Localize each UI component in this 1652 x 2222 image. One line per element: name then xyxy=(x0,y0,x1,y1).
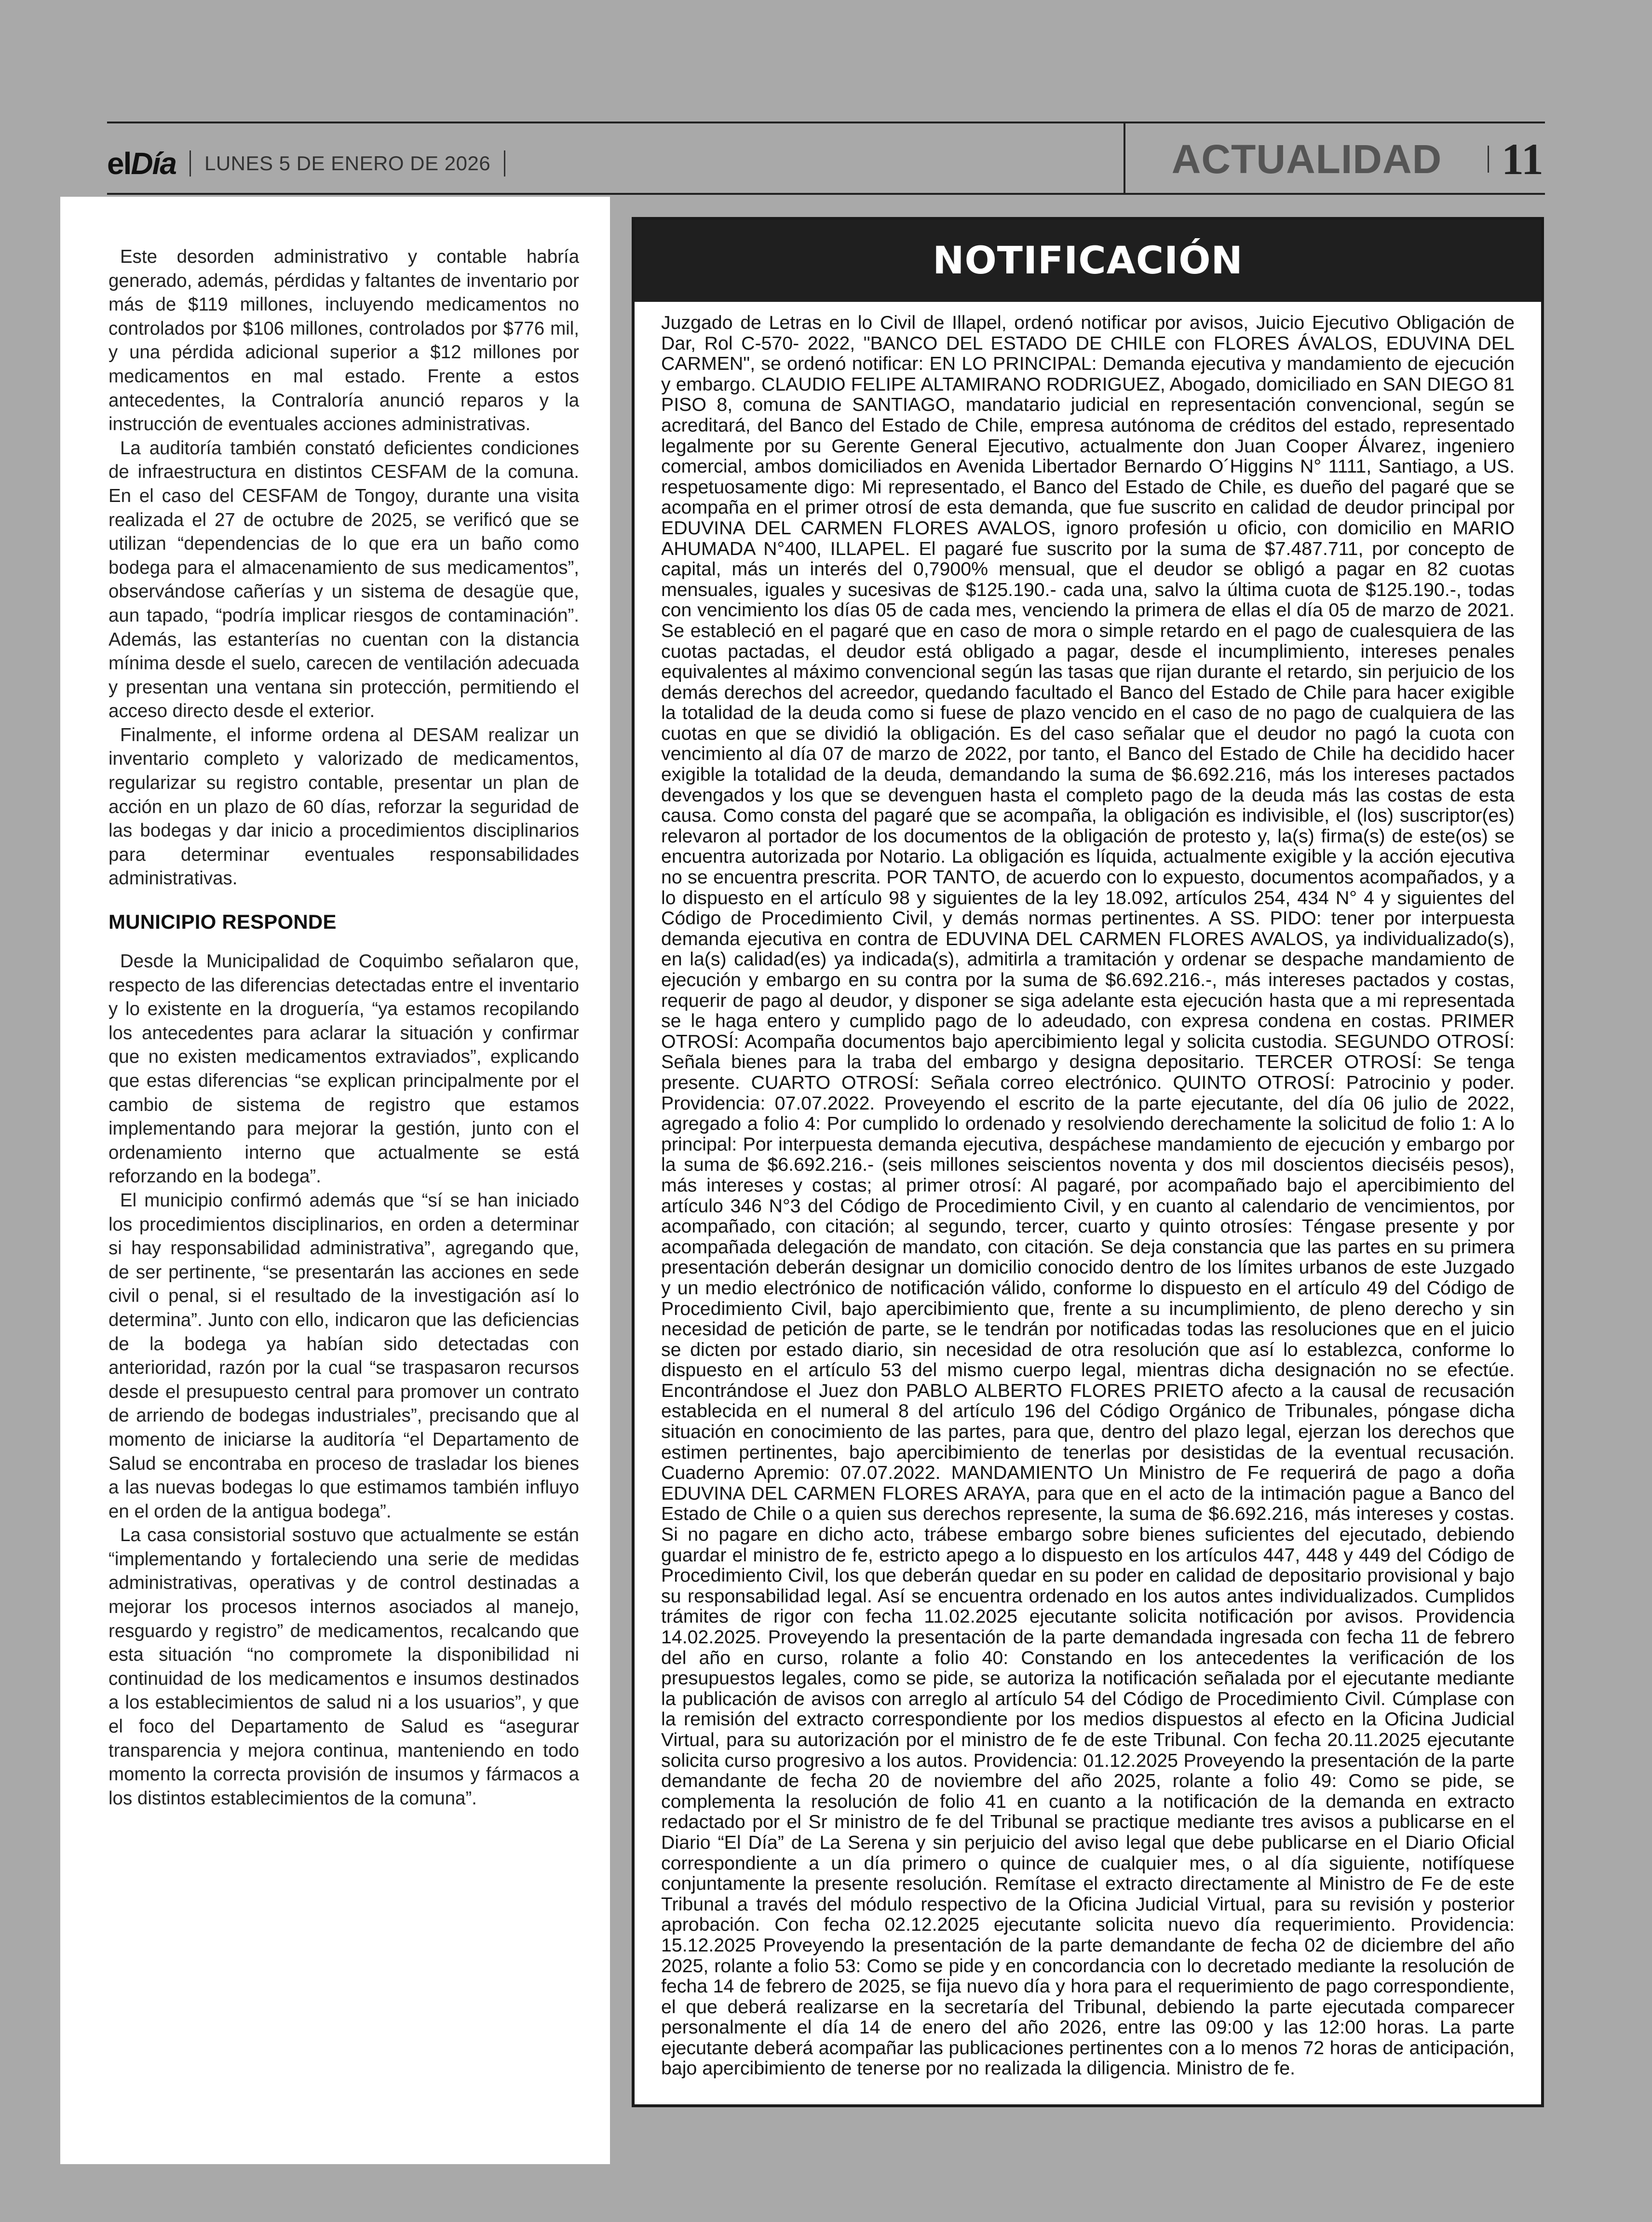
article-paragraph: La auditoría también constató deficientes condiciones de infraestructura en distintos CESFAM de la comuna. En el caso del CESFAM de Tongoy, durante una visita realizada el 27 de octubre de 2025, se verificó que se utilizan “dependencias de lo que era un baño como bodega para el almacenamiento de sus medicamentos”, observándose cañerías y un sistema de desagüe que, aun tapado, “podría implicar riesgos de contaminación”. Además, las estanterías no cuentan con la distancia mínima desde el suelo, carecen de ventilación adecuada y presentan una ventana sin protección, permitiendo el acceso directo desde el exterior. xyxy=(108,437,579,722)
logo-el: el xyxy=(107,146,131,181)
article-column xyxy=(60,197,610,2164)
article-paragraph: Finalmente, el informe ordena al DESAM realizar un inventario completo y valorizado de medicamentos, regularizar su registro contable, presentar un plan de acción en un plazo de 60 días, reforzar la seguridad de las bodegas y dar inicio a procedimientos disciplinarios para determinar eventuales responsabilidades administrativas. xyxy=(108,724,579,889)
notice-body: Juzgado de Letras en lo Civil de Illapel, ordenó notificar por avisos, Juicio Ejecutivo Obligación de Dar, Rol C-570- 2022, "BANCO DEL ESTADO DE CHILE con FLORES ÁVALOS, EDUVINA DEL CARMEN", se ordenó notificar: EN LO PRINCIPAL: Demanda ejecutiva y mandamiento de ejecución y embargo. CLAUDIO FELIPE ALTAMIRANO RODRIGUEZ, Abogado, domiciliado en SAN DIEGO 81 PISO 8, comuna de SANTIAGO, mandatario judicial en representación convencional, según se acreditará, del Banco del Estado de Chile, empresa autónoma de créditos del estado, representado legalmente por su Gerente General Ejecutivo, actualmente don Juan Cooper Álvarez, ingeniero comercial, ambos domiciliados en Avenida Libertador Bernardo O´Higgins N° 1111, Santiago, a US. respetuosamente digo: Mi representado, el Banco del Estado de Chile, es dueño del pagaré que se acompaña en el primer otrosí de esta demanda, que fue suscrito en calidad de deudor principal por EDUVINA DEL CARMEN FLORES AVALOS, ignoro profesión u oficio, con domicilio en MARIO AHUMADA N°400, ILLAPEL. El pagaré fue suscrito por la suma de $7.487.711, por concepto de capital, más un interés del 0,7900% mensual, que el deudor se obligó a pagar en 82 cuotas mensuales, iguales y sucesivas de $125.190.- cada una, salvo la última cuota de $125.190.-, todas con vencimiento los días 05 de cada mes, venciendo la primera de ellas el día 05 de marzo de 2021. Se estableció en el pagaré que en caso de mora o simple retardo en el pago de cualesquiera de las cuotas pactadas, el deudor está obligado a pagar, desde el incumplimiento, intereses penales equivalentes al máximo convencional según las tasas que rijan durante el retardo, sin perjuicio de los demás derechos del acreedor, quedando facultado el Banco del Estado de Chile para hacer exigible la totalidad de la deuda como si fuese de plazo vencido en el caso de no pago de cualquiera de las cuotas en que se dividió la obligación. Es del caso señalar que el deudor no pagó la cuota con vencimiento al día 07 de marzo de 2022, por tanto, el Banco del Estado de Chile ha decidido hacer exigible la totalidad de la deuda, demandando la suma de $6.692.216, más los intereses pactados devengados y los que se devenguen hasta el completo pago de la deuda más las costas de esta causa. Como consta del pagaré que se acompaña, la obligación es indivisible, el (los) suscriptor(es) relevaron al portador de los documentos de la obligación de protesto y, la(s) firma(s) de este(os) se encuentra autorizada por Notario. La obligación es líquida, actualmente exigible y la acción ejecutiva no se encuentra prescrita. POR TANTO, de acuerdo con lo expuesto, documentos acompañados, y a lo dispuesto en el artículo 98 y siguientes de la ley 18.092, artículos 254, 434 N° 4 y siguientes del Código de Procedimiento Civil, y demás normas pertinentes. A SS. PIDO: tener por interpuesta demanda ejecutiva en contra de EDUVINA DEL CARMEN FLORES AVALOS, ya individualizado(s), en la(s) calidad(es) ya indicada(s), admitirla a tramitación y ordenar se despache mandamiento de ejecución y embargo en su contra por la suma de $6.692.216.-, más intereses pactados y costas, requerir de pago al deudor, y disponer se siga adelante esta ejecución hasta que a mi representada se le haga entero y cumplido pago de lo adeudado, con expresa condena en costas. PRIMER OTROSÍ: Acompaña documentos bajo apercibimiento legal y solicita custodia. SEGUNDO OTROSÍ: Señala bienes para la traba del embargo y designa depositario. TERCER OTROSÍ: Se tenga presente. CUARTO OTROSÍ: Señala correo electrónico. QUINTO OTROSÍ: Patrocinio y poder. Providencia: 07.07.2022. Proveyendo el escrito de la parte ejecutante, del día 06 julio de 2022, agregado a folio 4: Por cumplido lo ordenado y resolviendo derechamente la solicitud de folio 1: A lo principal: Por interpuesta demanda ejecutiva, despáchese mandamiento de ejecución y embargo por la suma de $6.692.216.- (seis millones seiscientos noventa y dos mil doscientos dieciséis pesos), más intereses y costas; al primer otrosí: Al pagaré, por acompañado bajo el apercibimiento del artículo 346 N°3 del Código de Procedimiento Civil, y en cuanto al calendario de vencimientos, por acompañado, con citación; al segundo, tercer, cuarto y quinto otrosíes: Téngase presente y por acompañada delegación de mandato, con citación. Se deja constancia que las partes en su primera presentación deberán designar un domicilio conocido dentro de los límites urbanos de este Juzgado y un medio electrónico de notificación válido, conforme lo dispuesto en el artículo 49 del Código de Procedimiento Civil, bajo apercibimiento que, frente a su incumplimiento, de pleno derecho y sin necesidad de petición de parte, se le tendrán por notificadas todas las resoluciones que en el juicio se dicten por estado diario, sin necesidad de otra resolución que así lo establezca, conforme lo dispuesto en el artículo 53 del mismo cuerpo legal, mientras dicha designación no se efectúe. Encontrándose el Juez don PABLO ALBERTO FLORES PRIETO afecto a la causal de recusación establecida en el numeral 8 del artículo 196 del Código Orgánico de Tribunales, póngase dicha situación en conocimiento de las partes, para que, dentro del plazo legal, ejerzan los derechos que estimen pertinentes, bajo apercibimiento de tenerlas por desistidas de la eventual recusación. Cuaderno Apremio: 07.07.2022. MANDAMIENTO Un Ministro de Fe requerirá de pago a doña EDUVINA DEL CARMEN FLORES ARAYA, para que en el acto de la intimación pague a Banco del Estado de Chile o a quien sus derechos represente, la suma de $6.692.216, más intereses y costas. Si no pagare en dicho acto, trábese embargo sobre bienes suficientes del ejecutado, debiendo guardar el ministro de fe, estricto apego a lo dispuesto en los artículos 447, 448 y 449 del Código de Procedimiento Civil, los que deberán quedar en su poder en calidad de depositario provisional y bajo su responsabilidad legal. Así se encuentra ordenado en los autos antes individualizados. Cumplidos trámites de rigor con fecha 11.02.2025 ejecutante solicita notificación por avisos. Providencia 14.02.2025. Proveyendo la presentación de la parte demandada ingresada con fecha 11 de febrero del año en curso, rolante a folio 40: Constando en los antecedentes la verificación de los presupuestos legales, como se pide, se autoriza la notificación señalada por el ejecutante mediante la publicación de avisos con arreglo al artículo 54 del Código de Procedimiento Civil. Cúmplase con la remisión del extracto correspondiente por los medios dispuestos al efecto en la Oficina Judicial Virtual, para su autorización por el ministro de fe de este Tribunal. Con fecha 20.11.2025 ejecutante solicita curso progresivo a los autos. Providencia: 01.12.2025 Proveyendo la presentación de la parte demandante de fecha 20 de noviembre del año 2025, rolante a folio 49: Como se pide, se complementa la resolución de folio 41 en cuanto a la notificación de la demanda en extracto redactado por el Sr ministro de fe del Tribunal se practique mediante tres avisos a publicarse en el Diario “El Día” de La Serena y sin perjuicio del aviso legal que debe publicarse en el Diario Oficial correspondiente a un día primero o quince de cualquier mes, o al día siguiente, notifíquese conjuntamente la presente resolución. Remítase el extracto directamente al Ministro de Fe de este Tribunal a través del módulo respectivo de la Oficina Judicial Virtual, para su revisión y posterior aprobación. Con fecha 02.12.2025 ejecutante solicita nuevo día requerimiento. Providencia: 15.12.2025 Proveyendo la presentación de la parte demandante de fecha 02 de diciembre del año 2025, rolante a folio 53: Como se pide y en concordancia con lo decretado mediante la resolución de fecha 14 de febrero de 2025, se fija nuevo día y hora para el requerimiento de pago correspondiente, el que deberá realizarse en la secretaría del Tribunal, debiendo la parte ejecutada comparecer personalmente el día 14 de enero del año 2026, entre las 09:00 y las 12:00 horas. La parte ejecutante deberá acompañar las publicaciones pertinentes con a lo menos 72 horas de anticipación, bajo apercibimiento de tenerse por no realizada la diligencia. Ministro de fe. xyxy=(661,312,1515,2079)
article-paragraph: Este desorden administrativo y contable habría generado, además, pérdidas y faltantes de inventario por más de $119 millones, incluyendo medicamentos no controlados por $106 millones, controlados por $776 mil, y una pérdida adicional superior a $12 millones por medicamentos en mal estado. Frente a estos antecedentes, la Contraloría anunció reparos y la instrucción de eventuales acciones administrativas. xyxy=(108,246,579,435)
header-top-rule xyxy=(107,122,1545,123)
issue-date: LUNES 5 DE ENERO DE 2026 xyxy=(204,152,491,175)
section-name: ACTUALIDAD xyxy=(1171,136,1442,182)
article-body xyxy=(108,245,579,1810)
header-bottom-rule xyxy=(107,193,1545,195)
article-paragraph: Desde la Municipalidad de Coquimbo señalaron que, respecto de las diferencias detectadas entre el inventario y lo existente en la droguería, “ya estamos recopilando los antecedentes para aclarar la situación y confirmar que no existen medicamentos extraviados”, explicando que estas diferencias “se explican principalmente por el cambio de sistema de registro que estamos implementando para mejorar la gestión, junto con el ordenamiento interno que actualmente se está reforzando en la bodega”. xyxy=(108,951,579,1187)
article-paragraph: La casa consistorial sostuvo que actualmente se están “implementando y fortaleciendo una serie de medidas administrativas, operativas y de control destinadas a mejorar los procesos internos asociados al manejo, resguardo y registro” de medicamentos, recalcando que esta situación “no compromete la disponibilidad ni continuidad de los medicamentos e insumos destinados a los establecimientos de salud ni a los usuarios”, y que el foco del Departamento de Salud es “asegurar transparencia y mejora continua, manteniendo en todo momento la correcta provisión de insumos y fármacos a los distintos establecimientos de la comuna”. xyxy=(108,1525,579,1809)
article-subhead: MUNICIPIO RESPONDE xyxy=(108,910,337,934)
page-number: 11 xyxy=(1502,135,1544,184)
masthead-separator-end xyxy=(504,150,505,176)
header-divider xyxy=(1124,123,1125,193)
masthead-separator xyxy=(190,150,191,176)
article-paragraph: El municipio confirmó además que “sí se han iniciado los procedimientos disciplinarios, en orden a determinar si hay responsabilidad administrativa”, agregando que, de ser pertinente, “se presentarán las acciones en sede civil o penal, si el resultado de la investigación así lo determina”. Junto con ello, indicaron que las deficiencias de la bodega ya habían sido detectadas con anterioridad, razón por la cual “se traspasaron recursos desde el presupuesto central para promover un contrato de arriendo de bodegas industriales”, precisando que al momento de iniciarse la auditoría “el Departamento de Salud se encontraba en proceso de trasladar los bienes a las nuevas bodegas lo que estimamos también influyo en el orden de la antigua bodega”. xyxy=(108,1190,579,1522)
logo-dia: Día xyxy=(131,146,176,181)
notice-title: NOTIFICACIÓN xyxy=(933,239,1243,283)
page-number-block xyxy=(1488,130,1544,188)
masthead xyxy=(107,137,519,190)
page-number-separator xyxy=(1488,146,1489,173)
legal-notice-box xyxy=(632,217,1544,2107)
newspaper-logo xyxy=(107,146,176,181)
notice-title-bar xyxy=(635,220,1541,302)
